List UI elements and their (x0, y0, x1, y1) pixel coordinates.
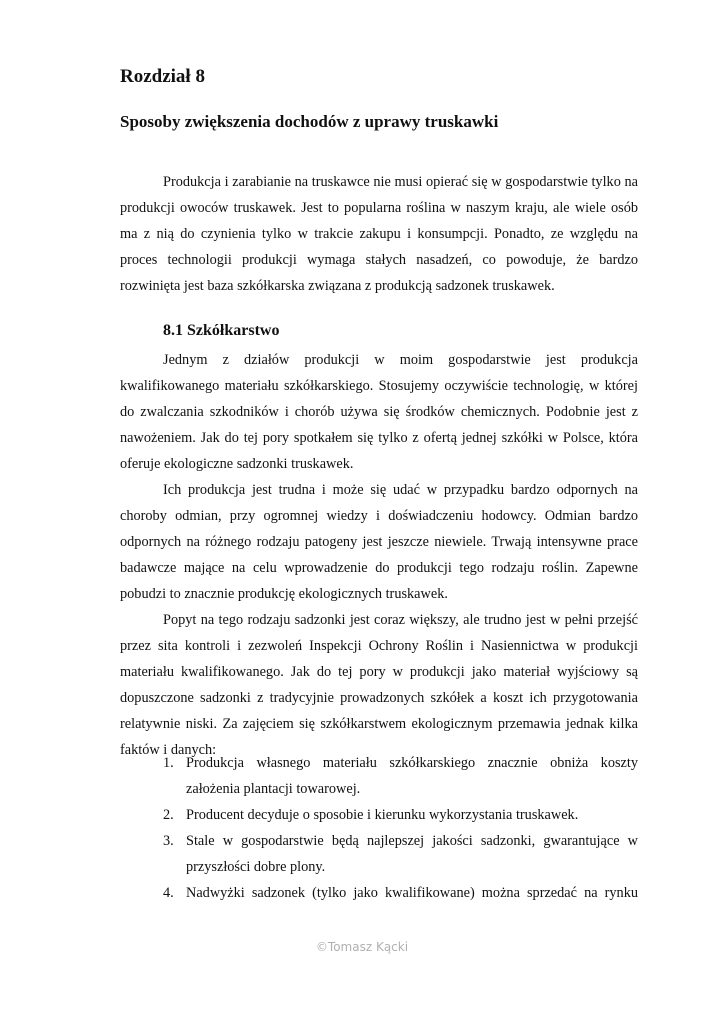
list-item-text: Nadwyżki sadzonek (tylko jako kwalifikowane) można sprzedać na rynku (186, 885, 638, 901)
list-item (120, 828, 638, 880)
list-item (120, 750, 638, 802)
list-item-text: Produkcja własnego materiału szkółkarskiego znacznie obniża koszty założenia plantacji towarowej. (186, 755, 638, 797)
facts-list (120, 750, 638, 906)
chapter-title: Rozdział 8 (120, 66, 205, 87)
list-item (120, 880, 638, 906)
list-item-number: 3. (163, 833, 174, 849)
list-item-number: 2. (163, 807, 174, 823)
list-item-text: Stale w gospodarstwie będą najlepszej jakości sadzonki, gwarantujące w przyszłości dobre plony. (186, 833, 638, 875)
intro-paragraph: Produkcja i zarabianie na truskawce nie musi opierać się w gospodarstwie tylko na produkcji owoców truskawek. Jest to popularna roślina w naszym kraju, ale wiele osób ma z nią do czynienia tylko w trakcie zakupu i konsumpcji. Ponadto, ze względu na proces technologii produkcji wymaga stałych nasadzeń, co powoduje, że bardzo rozwinięta jest baza szkółkarska związana z produkcją sadzonek truskawek. (120, 174, 638, 294)
section-paragraph-3: Popyt na tego rodzaju sadzonki jest coraz większy, ale trudno jest w pełni przejść przez sita kontroli i zezwoleń Inspekcji Ochrony Roślin i Nasiennictwa w produkcji materiału kwalifikowanego. Jak do tej pory w produkcji jako materiał wyjściowy są dopuszczone sadzonki z tradycyjnie prowadzonych szkółek a koszt ich przygotowania relatywnie niski. Za zajęciem się szkółkarstwem ekologicznym przemawia jednak kilka faktów i danych: (120, 612, 638, 758)
copyright-footer: ©Tomasz Kącki (315, 940, 409, 954)
list-item-text: Producent decyduje o sposobie i kierunku wykorzystania truskawek. (186, 807, 579, 823)
list-item-number: 1. (163, 755, 174, 771)
list-item-number: 4. (163, 885, 174, 901)
section-paragraph-2: Ich produkcja jest trudna i może się udać w przypadku bardzo odpornych na choroby odmian, przy ogromnej wiedzy i doświadczeniu hodowcy. Odmian bardzo odpornych na różnego rodzaju patogeny jest jeszcze niewiele. Trwają intensywne prace badawcze mające na celu wprowadzenie do produkcji tego rodzaju roślin. Zapewne pobudzi to znacznie produkcję ekologicznych truskawek. (120, 482, 638, 602)
section-paragraph-1: Jednym z działów produkcji w moim gospodarstwie jest produkcja kwalifikowanego materiału szkółkarskiego. Stosujemy oczywiście technologię, w której do zwalczania szkodników i chorób używa się środków chemicznych. Podobnie jest z nawożeniem. Jak do tej pory spotkałem się tylko z ofertą jednej szkółki w Polsce, która oferuje ekologiczne sadzonki truskawek. (120, 352, 638, 472)
chapter-subtitle: Sposoby zwiększenia dochodów z uprawy truskawki (120, 112, 499, 131)
section-heading: 8.1 Szkółkarstwo (163, 322, 280, 339)
list-item (120, 802, 638, 828)
